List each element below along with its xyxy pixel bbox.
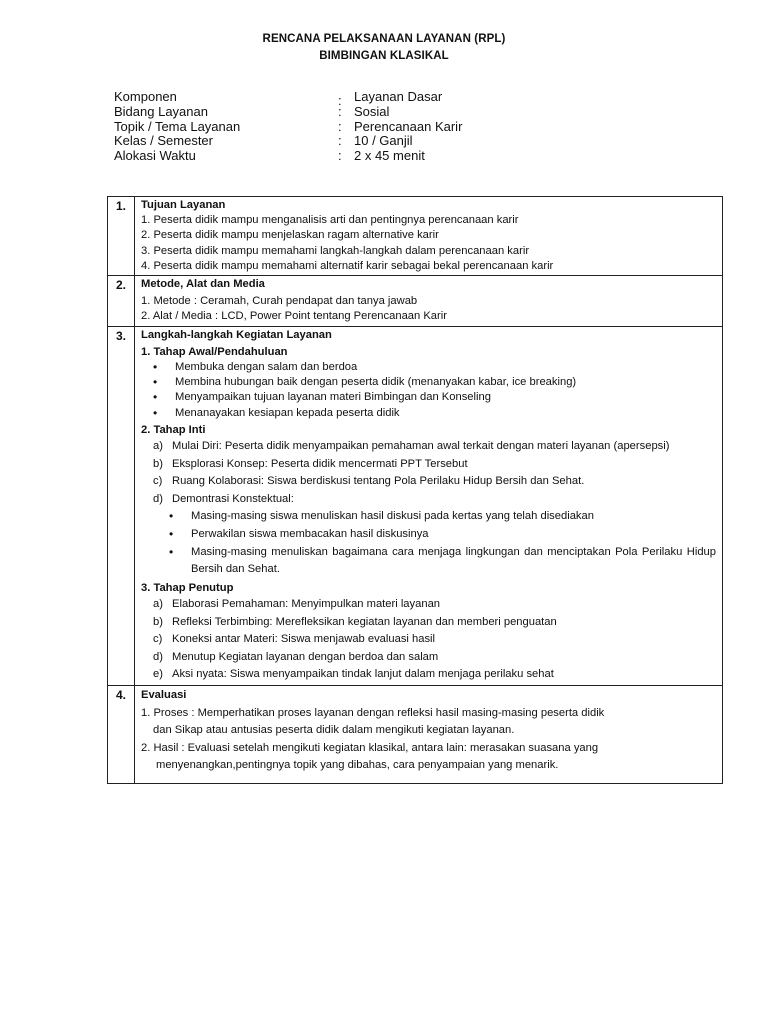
list-text: Demontrasi Konstektual:: [172, 492, 294, 505]
meta-value: Sosial: [354, 103, 390, 119]
list-item: • Masing-masing siswa menuliskan hasil diskusi pada kertas yang telah disediakan: [172, 508, 716, 526]
meta-key: Topik / Tema Layanan: [114, 118, 241, 134]
evaluation-proses: 1. Proses : Memperhatikan proses layanan dengan refleksi hasil masing-masing peserta didik: [141, 706, 605, 719]
list-item: [153, 491, 716, 579]
list-item: • Membuka dengan salam dan berdoa: [153, 360, 716, 375]
list-item: • Menyampaikan tujuan layanan materi Bimbingan dan Konseling: [153, 390, 716, 405]
list-item: [153, 438, 716, 456]
meta-sep: :: [338, 93, 342, 108]
meta-key: Kelas / Semester: [114, 133, 213, 149]
subsection-title-awal: 1. Tahap Awal/Pendahuluan: [141, 345, 288, 358]
list-item: 2. Peserta didik mampu menjelaskan ragam alternative karir: [141, 229, 439, 242]
section-number: 1.: [108, 197, 135, 276]
list-item: [153, 666, 716, 684]
list-item: [153, 596, 716, 614]
title-line-1: RENCANA PELAKSANAAN LAYANAN (RPL): [262, 33, 506, 45]
list-item: [153, 631, 716, 649]
list-item: 1. Peserta didik mampu menganalisis arti dan pentingnya perencanaan karir: [141, 214, 519, 227]
list-marker: a): [153, 440, 163, 453]
alpha-list-penutup: [141, 596, 716, 684]
meta-row-topik: [114, 120, 654, 135]
meta-row-kelas: [114, 134, 654, 149]
alpha-list-inti: [141, 438, 716, 579]
section-title: Metode, Alat dan Media: [141, 278, 265, 291]
meta-value: 10 / Ganjil: [354, 133, 413, 149]
list-text: Elaborasi Pemahaman: Menyimpulkan materi layanan: [172, 598, 441, 610]
list-marker: d): [153, 650, 163, 663]
list-item: 3. Peserta didik mampu memahami langkah-langkah dalam perencanaan karir: [141, 244, 530, 257]
meta-sep: :: [338, 118, 342, 134]
section-body: [135, 276, 723, 327]
meta-value: 2 x 45 menit: [354, 148, 425, 164]
meta-row-bidang: [114, 105, 654, 120]
section-body: [135, 326, 723, 685]
list-text: Ruang Kolaborasi: Siswa berdiskusi tentang Pola Perilaku Hidup Bersih dan Sehat.: [172, 475, 585, 488]
section-title: Evaluasi: [141, 688, 187, 701]
document-title: [0, 31, 768, 65]
list-item: [153, 614, 716, 632]
section-row-tujuan: [108, 197, 723, 276]
section-number: 4.: [108, 685, 135, 783]
meta-key: Alokasi Waktu: [114, 148, 196, 164]
title-line-2: BIMBINGAN KLASIKAL: [319, 50, 449, 62]
list-item: [153, 473, 716, 491]
list-text: Menutup Kegiatan layanan dengan berdoa dan salam: [172, 650, 439, 663]
list-item: [153, 456, 716, 474]
list-text: Eksplorasi Konsep: Peserta didik mencermati PPT Tersebut: [172, 457, 468, 470]
section-row-evaluasi: [108, 685, 723, 783]
subsection-title-inti: 2. Tahap Inti: [141, 423, 206, 436]
list-item: 1. Metode : Ceramah, Curah pendapat dan tanya jawab: [141, 295, 418, 308]
list-text: Mulai Diri: Peserta didik menyampaikan pemahaman awal terkait dengan materi layanan (apersepsi): [172, 440, 670, 453]
section-row-metode: [108, 276, 723, 327]
bullet-list-awal: [141, 360, 716, 421]
list-item: [153, 649, 716, 667]
meta-row-alokasi: [114, 149, 654, 164]
list-marker: c): [153, 475, 163, 488]
list-item: • Menanayakan kesiapan kepada peserta didik: [153, 406, 716, 421]
list-item: • Perwakilan siswa membacakan hasil diskusinya: [172, 526, 716, 544]
meta-value: Perencanaan Karir: [354, 118, 463, 134]
list-text: Refleksi Terbimbing: Merefleksikan kegiatan layanan dan memberi penguatan: [172, 615, 557, 628]
meta-sep: :: [338, 148, 342, 164]
section-number: 2.: [108, 276, 135, 327]
meta-row-komponen: [114, 89, 654, 108]
section-title: Langkah-langkah Kegiatan Layanan: [141, 328, 332, 341]
list-item: • Membina hubungan baik dengan peserta didik (menanyakan kabar, ice breaking): [153, 375, 716, 390]
list-marker: e): [153, 668, 163, 681]
list-marker: b): [153, 615, 163, 628]
evaluation-hasil-cont: menyenangkan,pentingnya topik yang dibahas, cara penyampaian yang menarik.: [156, 759, 559, 772]
section-body: [135, 197, 723, 276]
bullet-list-demonstrasi: [172, 508, 716, 578]
meta-key: Bidang Layanan: [114, 103, 208, 119]
meta-value: Layanan Dasar: [354, 89, 443, 104]
subsection-title-penutup: 3. Tahap Penutup: [141, 581, 234, 594]
list-item: • Masing-masing menuliskan bagaimana cara menjaga lingkungan dan menciptakan Pola Perilaku Hidup Bersih dan Sehat.: [172, 544, 716, 579]
list-text: Aksi nyata: Siswa menyampaikan tindak lanjut dalam menjaga perilaku sehat: [172, 668, 554, 681]
meta-sep: :: [338, 103, 342, 119]
meta-block: [114, 90, 654, 164]
list-item: 4. Peserta didik mampu memahami alternatif karir sebagai bekal perencanaan karir: [141, 259, 554, 272]
meta-sep: :: [338, 133, 342, 149]
list-marker: d): [153, 492, 163, 505]
section-row-langkah: [108, 326, 723, 685]
evaluation-proses-cont: dan Sikap atau antusias peserta didik dalam mengikuti kegiatan layanan.: [153, 724, 515, 737]
section-number: 3.: [108, 326, 135, 685]
plan-table: [107, 196, 723, 784]
list-marker: a): [153, 598, 163, 610]
list-text: Koneksi antar Materi: Siswa menjawab evaluasi hasil: [172, 633, 436, 646]
list-marker: c): [153, 633, 163, 646]
section-body: [135, 685, 723, 783]
list-marker: b): [153, 457, 163, 470]
evaluation-hasil: 2. Hasil : Evaluasi setelah mengikuti kegiatan klasikal, antara lain: merasakan suasana yang: [141, 741, 599, 754]
section-title: Tujuan Layanan: [141, 199, 226, 211]
list-item: 2. Alat / Media : LCD, Power Point tentang Perencanaan Karir: [141, 310, 447, 323]
meta-key: Komponen: [114, 89, 177, 104]
